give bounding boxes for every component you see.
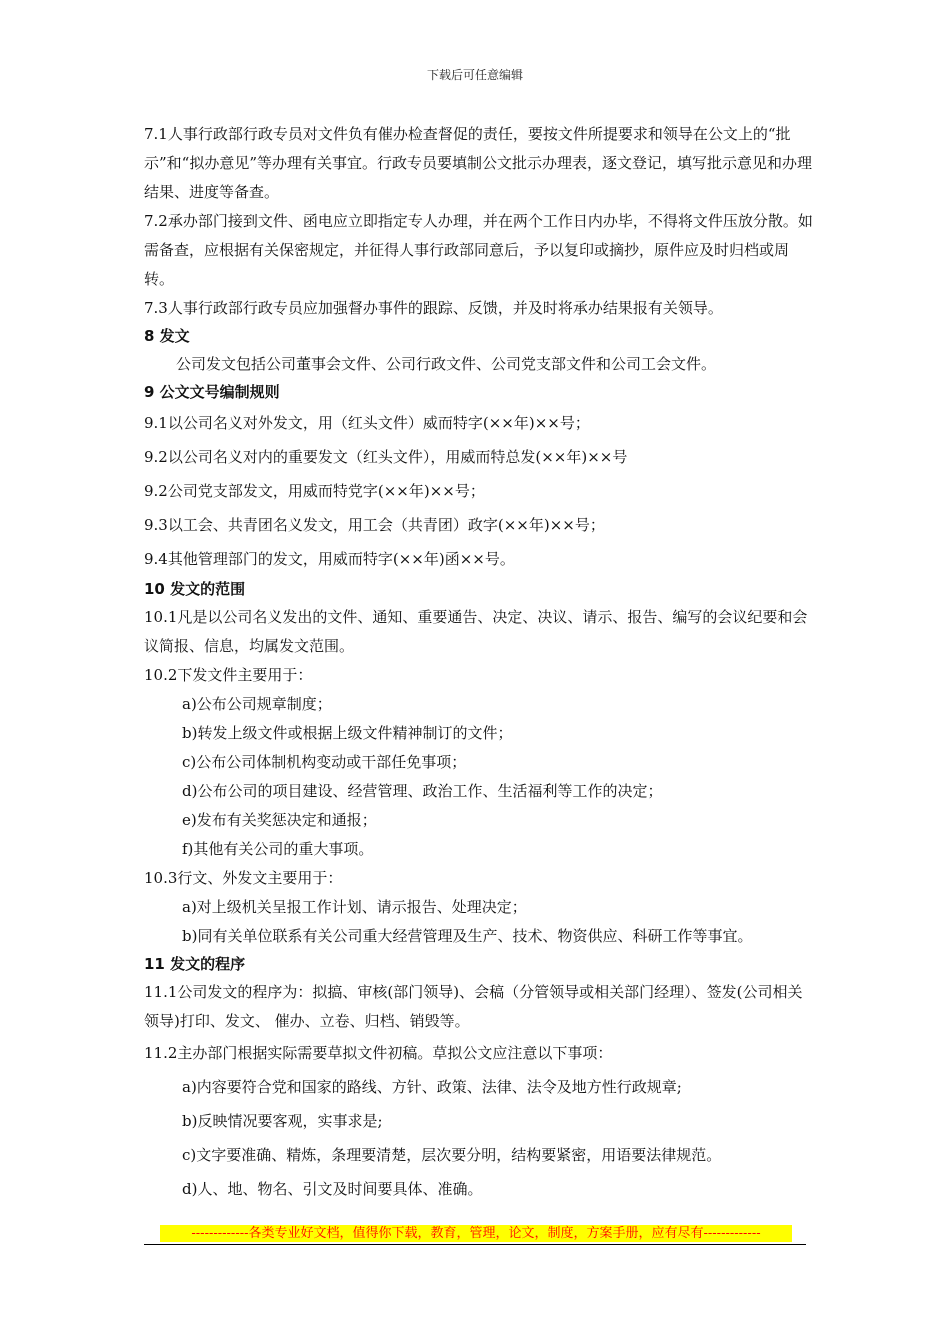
paragraph-10-2: 10.2下发文件主要用于： <box>144 666 313 684</box>
list-item-10-2-a: a)公布公司规章制度； <box>182 695 332 713</box>
paragraph-10-1: 10.1凡是以公司名义发出的文件、通知、重要通告、决定、决议、请示、报告、编写的会议纪要和会议简报、信息，均属发文范围。 <box>144 608 808 655</box>
paragraph-8: 公司发文包括公司董事会文件、公司行政文件、公司党支部文件和公司工会文件。 <box>176 355 717 373</box>
paragraph-10-3: 10.3行文、外发文主要用于： <box>144 869 343 887</box>
paragraph-9-2b: 9.2公司党支部发文，用威而特党字(××年)××号； <box>144 482 485 500</box>
list-item-10-2-d: d)公布公司的项目建设、经营管理、政治工作、生活福利等工作的决定； <box>182 782 663 800</box>
paragraph-9-3: 9.3以工会、共青团名义发文，用工会（共青团）政字(××年)××号； <box>144 516 605 534</box>
list-item-10-2-e: e)发布有关奖惩决定和通报； <box>182 811 377 829</box>
heading-10: 10 发文的范围 <box>144 580 246 598</box>
list-item-10-3-b: b)同有关单位联系有关公司重大经营管理及生产、技术、物资供应、科研工作等事宜。 <box>182 927 753 945</box>
list-item-10-2-b: b)转发上级文件或根据上级文件精神制订的文件； <box>182 724 513 742</box>
header-note: 下载后可任意编辑 <box>426 68 523 82</box>
paragraph-11-2: 11.2主办部门根据实际需要草拟文件初稿。草拟公文应注意以下事项： <box>144 1044 613 1062</box>
paragraph-11-1: 11.1公司发文的程序为：拟搞、审核(部门领导)、会稿（分管领导或相关部门经理）、签发(公司相关领导)打印、发文、 催办、立卷、归档、销毁等。 <box>144 983 803 1030</box>
list-item-10-3-a: a)对上级机关呈报工作计划、请示报告、处理决定； <box>182 898 527 916</box>
document-body <box>144 120 814 1206</box>
paragraph-9-2a: 9.2以公司名义对内的重要发文（红头文件），用威而特总发(××年)××号 <box>144 448 628 466</box>
list-item-11-2-c: c)文字要准确、精炼，条理要清楚，层次要分明，结构要紧密，用语要法律规范。 <box>182 1146 722 1164</box>
list-item-11-2-a: a)内容要符合党和国家的路线、方针、政策、法律、法令及地方性行政规章; <box>182 1078 682 1096</box>
heading-9: 9 公文文号编制规则 <box>144 383 280 401</box>
footer-divider <box>144 1244 806 1245</box>
paragraph-7-1: 7.1人事行政部行政专员对文件负有催办检查督促的责任，要按文件所提要求和领导在公文上的“批示”和“拟办意见”等办理有关事宜。行政专员要填制公文批示办理表，逐文登记，填写批示意见和办理结果、进度等备查。 <box>144 125 813 201</box>
list-item-11-2-b: b)反映情况要客观，实事求是; <box>182 1112 383 1130</box>
heading-8: 8 发文 <box>144 327 190 345</box>
paragraph-7-2: 7.2承办部门接到文件、函电应立即指定专人办理，并在两个工作日内办毕，不得将文件压放分散。如需备查，应根据有关保密规定，并征得人事行政部同意后，予以复印或摘抄，原件应及时归档或周转。 <box>144 212 813 288</box>
list-item-11-2-d: d)人、地、物名、引文及时间要具体、准确。 <box>182 1180 483 1198</box>
paragraph-9-4: 9.4其他管理部门的发文，用威而特字(××年)函××号。 <box>144 550 515 568</box>
paragraph-9-1: 9.1以公司名义对外发文，用（红头文件）威而特字(××年)××号； <box>144 414 590 432</box>
footer-banner: -------------各类专业好文档，值得你下载，教育，管理，论文，制度，方案手册，应有尽有------------- <box>160 1225 792 1242</box>
paragraph-7-3: 7.3人事行政部行政专员应加强督办事件的跟踪、反馈，并及时将承办结果报有关领导。 <box>144 299 723 317</box>
list-item-10-2-c: c)公布公司体制机构变动或干部任免事项； <box>182 753 467 771</box>
list-item-10-2-f: f)其他有关公司的重大事项。 <box>182 840 374 858</box>
heading-11: 11 发文的程序 <box>144 955 246 973</box>
